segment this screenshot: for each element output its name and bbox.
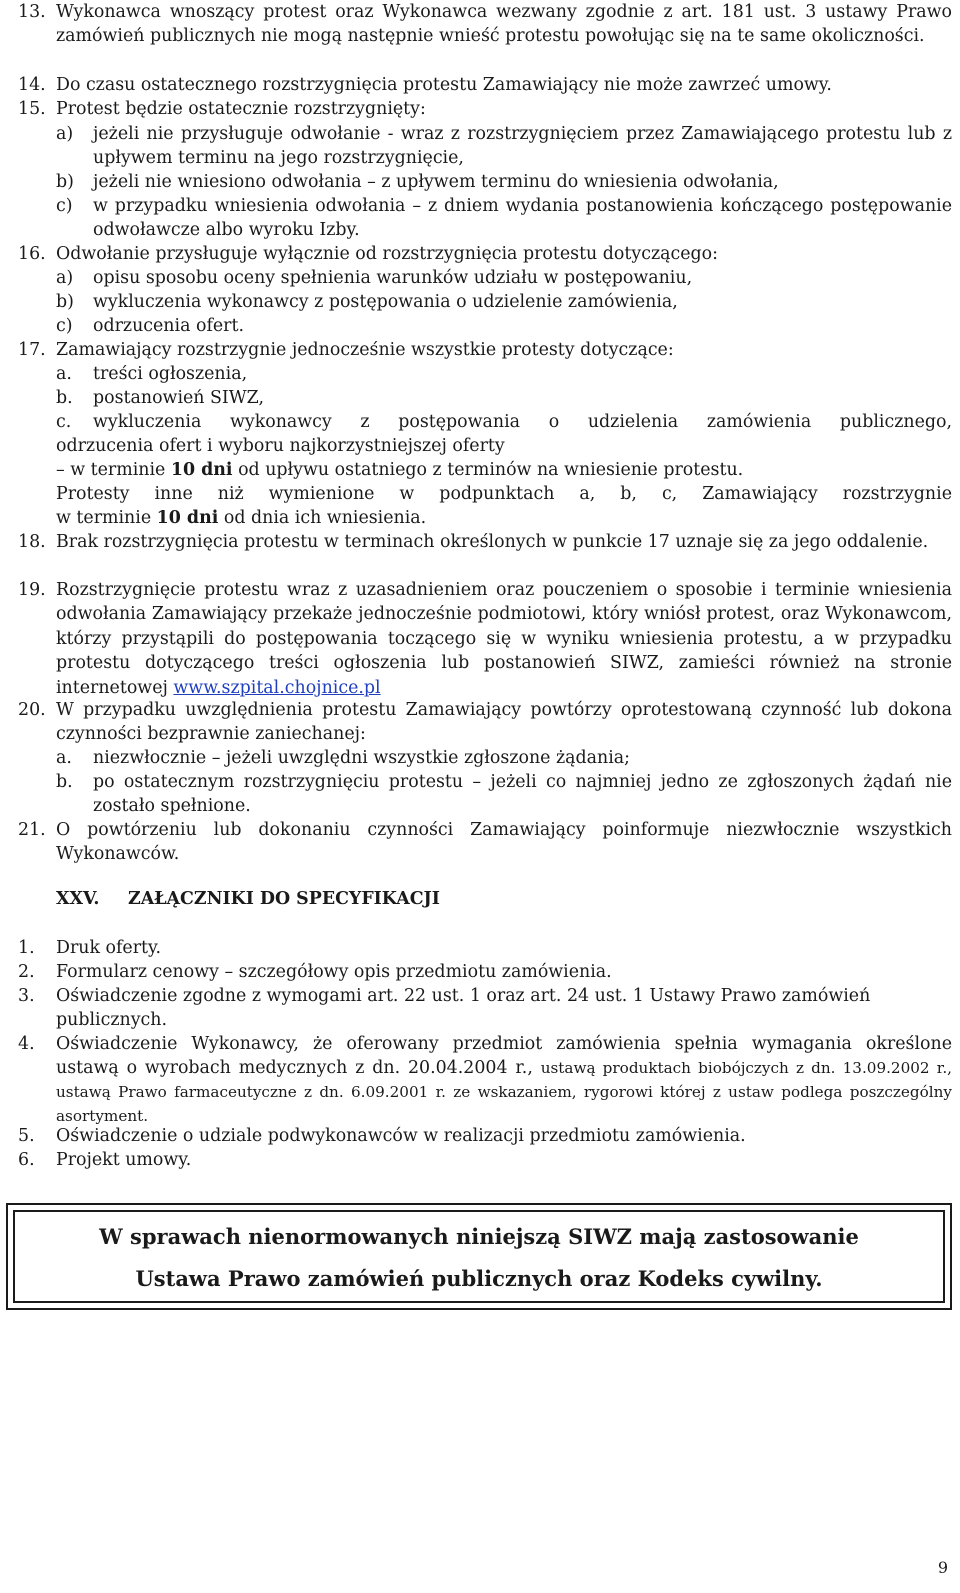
attachment-1: Druk oferty.: [56, 938, 162, 958]
page-number: 9: [937, 1558, 948, 1577]
item-number: 13.: [18, 2, 46, 22]
item-15-b-text: jeżeli nie wniesiono odwołania – z upływem terminu do wniesienia odwołania,: [93, 172, 779, 192]
subitem-label: b): [56, 172, 74, 192]
notice-box: [6, 1203, 952, 1310]
subitem-label: a): [56, 268, 74, 288]
item-17-other-protests: Protesty inne niż wymienione w podpunktach a, b, c, Zamawiający rozstrzygnie: [56, 484, 952, 504]
term-prefix: w terminie: [56, 508, 152, 528]
item-number: 15.: [18, 99, 46, 119]
attachment-number: 6.: [18, 1150, 35, 1170]
subitem-label: c): [56, 196, 73, 216]
subitem-label: a.: [56, 748, 72, 768]
notice-line-1: W sprawach nienormowanych niniejszą SIWZ mają zastosowanie: [99, 1224, 859, 1249]
attachment-4-small: ustawą produktach biobójczych z dn. 13.09.2002 r., ustawą Prawo farmaceutyczne z dn. 6.09.2001 r. ze wskazaniem, rygorowi której z ustaw podlega poszczególny asortyment.: [56, 1059, 952, 1125]
item-18-text: Brak rozstrzygnięcia protestu w terminach określonych w punkcie 17 uznaje się za jego oddalenie.: [56, 532, 929, 552]
attachment-4-main: Oświadczenie Wykonawcy, że oferowany przedmiot zamówienia spełnia wymagania określone ustawą o wyrobach medycznych z dn. 20.04.2004 r.,: [56, 1034, 952, 1078]
item-20-a-text: niezwłocznie – jeżeli uwzględni wszystkie zgłoszone żądania;: [93, 748, 630, 768]
term-days: 10 dni: [170, 460, 233, 480]
subitem-label: c.: [56, 412, 72, 432]
item-16-text: Odwołanie przysługuje wyłącznie od rozstrzygnięcia protestu dotyczącego:: [56, 244, 718, 264]
term-prefix: – w terminie: [56, 460, 166, 480]
section-number: XXV.: [56, 889, 100, 909]
subitem-label: b): [56, 292, 74, 312]
item-17-other-term-line: [56, 506, 952, 530]
item-17-b-text: postanowień SIWZ,: [93, 388, 264, 408]
item-number: 16.: [18, 244, 46, 264]
item-number: 21.: [18, 820, 46, 840]
item-16-b-text: wykluczenia wykonawcy z postępowania o udzielenie zamówienia,: [93, 292, 678, 312]
item-19-text: [56, 578, 952, 700]
attachment-5: Oświadczenie o udziale podwykonawców w realizacji przedmiotu zamówienia.: [56, 1126, 746, 1146]
term-suffix: od upływu ostatniego z terminów na wniesienie protestu.: [238, 460, 744, 480]
item-20-b-text: po ostatecznym rozstrzygnięciu protestu – jeżeli co najmniej jedno ze zgłoszonych żądań nie zostało spełnione.: [93, 772, 952, 817]
item-17-text: Zamawiający rozstrzygnie jednocześnie wszystkie protesty dotyczące:: [56, 340, 674, 360]
section-heading: [56, 887, 440, 911]
item-20-text: W przypadku uwzględnienia protestu Zamawiający powtórzy oprotestowaną czynność lub dokona czynności bezprawnie zaniechanej:: [56, 700, 952, 745]
subitem-label: a): [56, 124, 74, 144]
item-14-text: Do czasu ostatecznego rozstrzygnięcia protestu Zamawiający nie może zawrzeć umowy.: [56, 75, 832, 95]
attachment-6: Projekt umowy.: [56, 1150, 192, 1170]
term-days: 10 dni: [156, 508, 219, 528]
item-16-a-text: opisu sposobu oceny spełnienia warunków udziału w postępowaniu,: [93, 268, 693, 288]
attachment-number: 5.: [18, 1126, 35, 1146]
attachment-number: 3.: [18, 986, 35, 1006]
subitem-label: b.: [56, 772, 73, 792]
item-number: 19.: [18, 580, 46, 600]
item-15-a-text: jeżeli nie przysługuje odwołanie - wraz z rozstrzygnięciem przez Zamawiającego protestu lub z upływem terminu na jego rozstrzygnięcie,: [93, 124, 952, 169]
notice-line-2: Ustawa Prawo zamówień publicznych oraz Kodeks cywilny.: [135, 1266, 823, 1291]
subitem-label: a.: [56, 364, 72, 384]
attachment-number: 2.: [18, 962, 35, 982]
item-21-text: O powtórzeniu lub dokonaniu czynności Zamawiający poinformuje niezwłocznie wszystkich Wykonawców.: [56, 820, 952, 865]
item-number: 20.: [18, 700, 46, 720]
item-19-body: Rozstrzygnięcie protestu wraz z uzasadnieniem oraz pouczeniem o sposobie i terminie wniesienia odwołania Zamawiający przekaże jednocześnie podmiotowi, który wniósł protest, oraz Wykonawcom, którzy przystąpili do postępowania toczącego się w wyniku wniesienia protestu, a w przypadku protestu dotyczącego treści ogłoszenia lub postanowień SIWZ, zamieści również na stronie internetowej: [56, 580, 952, 698]
attachment-4: [56, 1032, 952, 1128]
item-17-c-continuation: odrzucenia ofert i wyboru najkorzystniejszej oferty: [56, 436, 505, 456]
hospital-website-link[interactable]: www.szpital.chojnice.pl: [173, 677, 381, 698]
item-number: 17.: [18, 340, 46, 360]
item-16-c-text: odrzucenia ofert.: [93, 316, 244, 336]
item-17-c-text: wykluczenia wykonawcy z postępowania o udzielenia zamówienia publicznego,: [93, 412, 952, 432]
item-15-c-text: w przypadku wniesienia odwołania – z dniem wydania postanowienia kończącego postępowanie odwoławcze albo wyroku Izby.: [93, 196, 952, 241]
item-13-text: Wykonawca wnoszący protest oraz Wykonawca wezwany zgodnie z art. 181 ust. 3 ustawy Prawo zamówień publicznych nie mogą następnie wnieść protestu powołując się na te same okoliczności.: [56, 2, 952, 47]
notice-box-inner-frame: [13, 1210, 945, 1303]
attachment-number: 4.: [18, 1034, 35, 1054]
item-number: 14.: [18, 75, 46, 95]
subitem-label: c): [56, 316, 73, 336]
attachment-3: Oświadczenie zgodne z wymogami art. 22 ust. 1 oraz art. 24 ust. 1 Ustawy Prawo zamówień publicznych.: [56, 986, 871, 1031]
section-title: ZAŁĄCZNIKI DO SPECYFIKACJI: [128, 889, 440, 909]
item-17-a-text: treści ogłoszenia,: [93, 364, 248, 384]
item-15-text: Protest będzie ostatecznie rozstrzygnięty:: [56, 99, 426, 119]
term-suffix: od dnia ich wniesienia.: [223, 508, 427, 528]
attachment-number: 1.: [18, 938, 35, 958]
subitem-label: b.: [56, 388, 73, 408]
attachment-2: Formularz cenowy – szczegółowy opis przedmiotu zamówienia.: [56, 962, 612, 982]
item-number: 18.: [18, 532, 46, 552]
item-17-term-line: [56, 458, 952, 482]
